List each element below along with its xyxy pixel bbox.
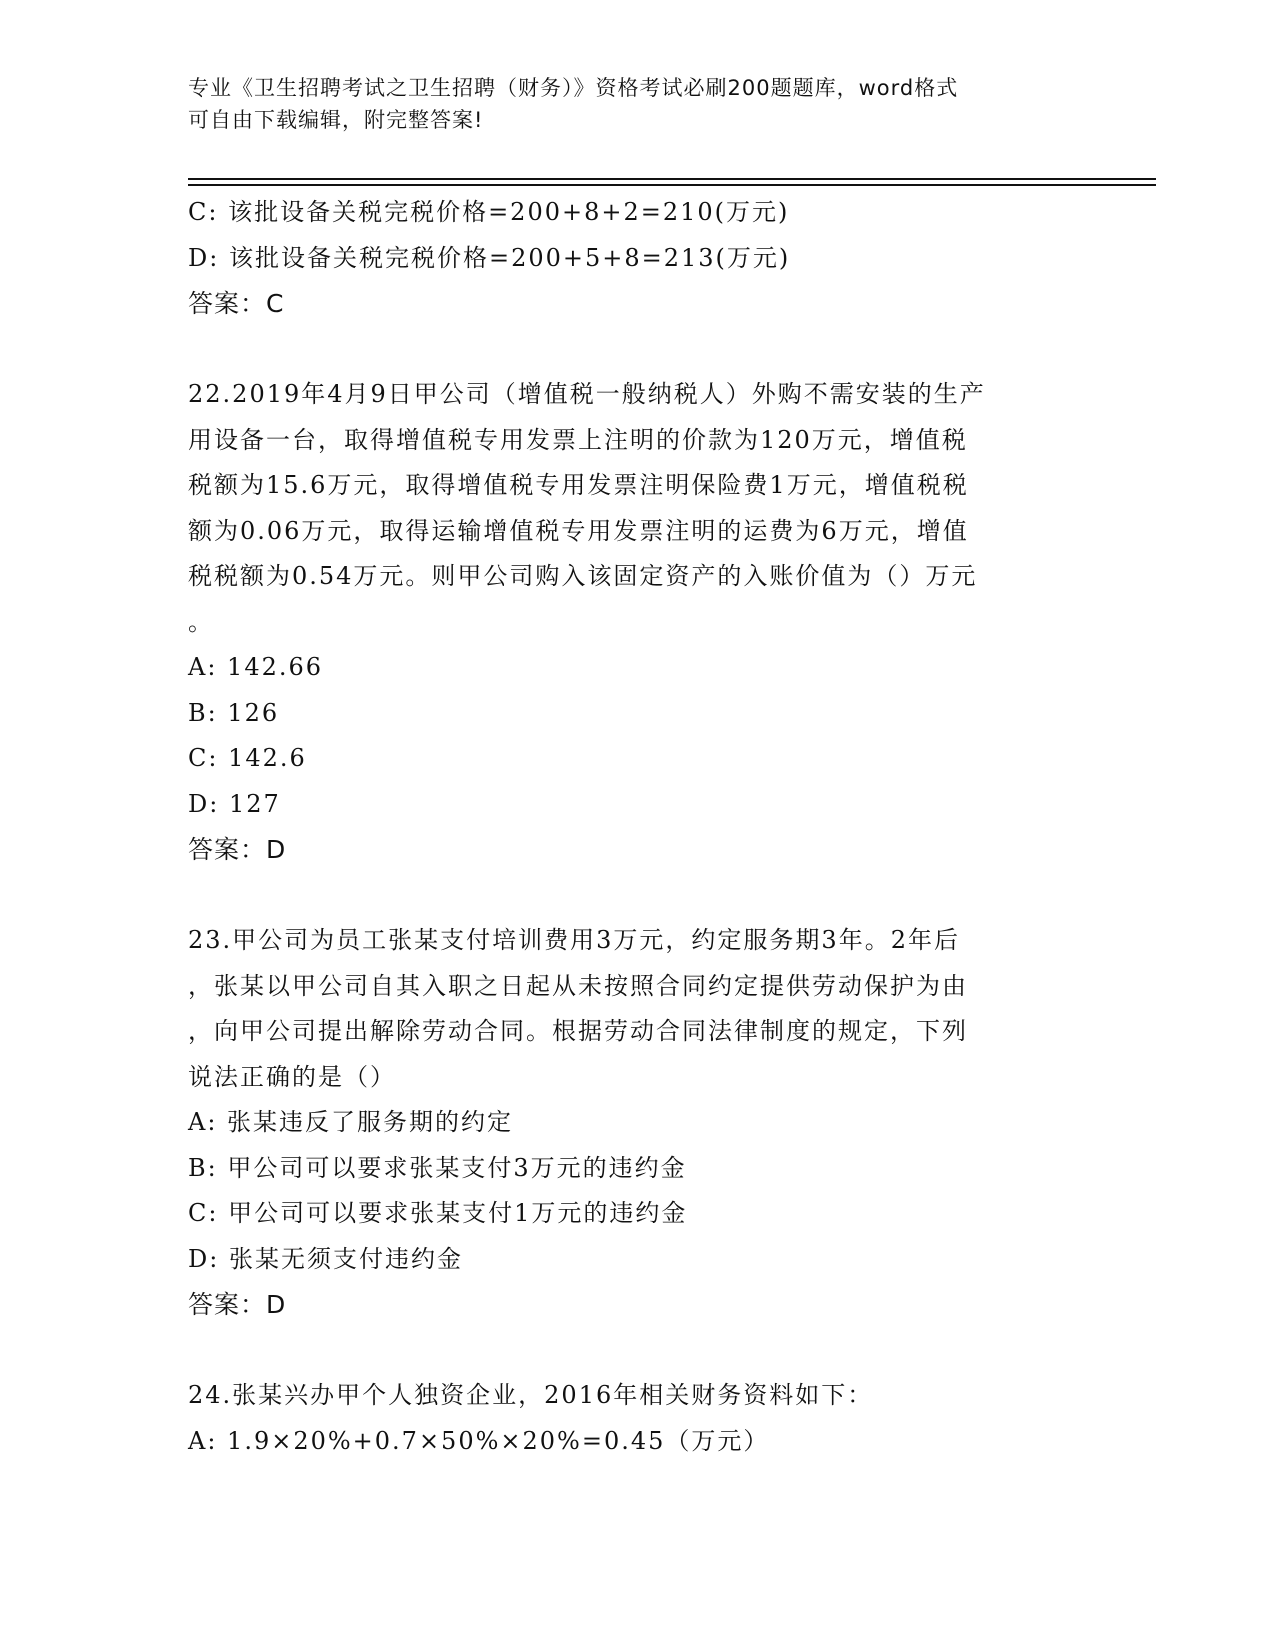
question-22 [188,372,1088,873]
question-text-line: 额为0.06万元，取得运输增值税专用发票注明的运费为6万元，增值 [188,516,969,545]
answer: 答案：D [188,835,287,864]
spacer [188,1328,1088,1374]
document-header [188,72,1088,136]
spacer [188,873,1088,919]
header-line-2: 可自由下载编辑，附完整答案! [188,108,484,132]
question-text-line: 23.甲公司为员工张某支付培训费用3万元，约定服务期3年。2年后 [188,926,960,954]
header-rule-top [188,178,1156,180]
question-text-line: 税额为15.6万元，取得增值税专用发票注明保险费1万元，增值税税 [188,471,969,499]
question-text-line: ，张某以甲公司自其入职之日起从未按照合同约定提供劳动保护为由 [188,971,968,1000]
option-a: A: 142.66 [188,653,324,681]
answer: 答案：D [188,1290,287,1319]
answer: 答案：C [188,289,285,318]
option-c: C: 甲公司可以要求张某支付1万元的违约金 [188,1199,688,1227]
option-a: A: 张某违反了服务期的约定 [188,1108,514,1136]
question-text-line: 税税额为0.54万元。则甲公司购入该固定资产的入账价值为（）万元 [188,562,978,590]
option-c: C: 142.6 [188,744,307,772]
question-21-tail [188,190,1088,327]
question-text-line: 说法正确的是（） [188,1062,396,1091]
option-b: B: 甲公司可以要求张某支付3万元的违约金 [188,1153,687,1182]
question-23 [188,918,1088,1328]
option-d: D: 127 [188,789,281,818]
option-b: B: 126 [188,698,280,727]
header-rule-bottom [188,184,1156,186]
option-c: C: 该批设备关税完税价格=200+8+2=210(万元) [188,198,790,226]
header-line-1: 专业《卫生招聘考试之卫生招聘（财务）》资格考试必刷200题题库，word格式 [188,76,959,100]
question-text-line: 。 [188,607,214,636]
question-text-line: 用设备一台，取得增值税专用发票上注明的价款为120万元，增值税 [188,425,968,454]
option-a: A: 1.9×20%+0.7×50%×20%=0.45（万元） [188,1426,770,1455]
question-24 [188,1373,1088,1464]
question-text-line: 24.张某兴办甲个人独资企业，2016年相关财务资料如下： [188,1381,874,1409]
document-body [188,190,1088,1464]
question-text-line: 22.2019年4月9日甲公司（增值税一般纳税人）外购不需安装的生产 [188,380,986,408]
option-d: D: 张某无须支付违约金 [188,1244,463,1273]
spacer [188,327,1088,373]
option-d: D: 该批设备关税完税价格=200+5+8=213(万元) [188,243,791,272]
question-text-line: ，向甲公司提出解除劳动合同。根据劳动合同法律制度的规定，下列 [188,1017,968,1045]
